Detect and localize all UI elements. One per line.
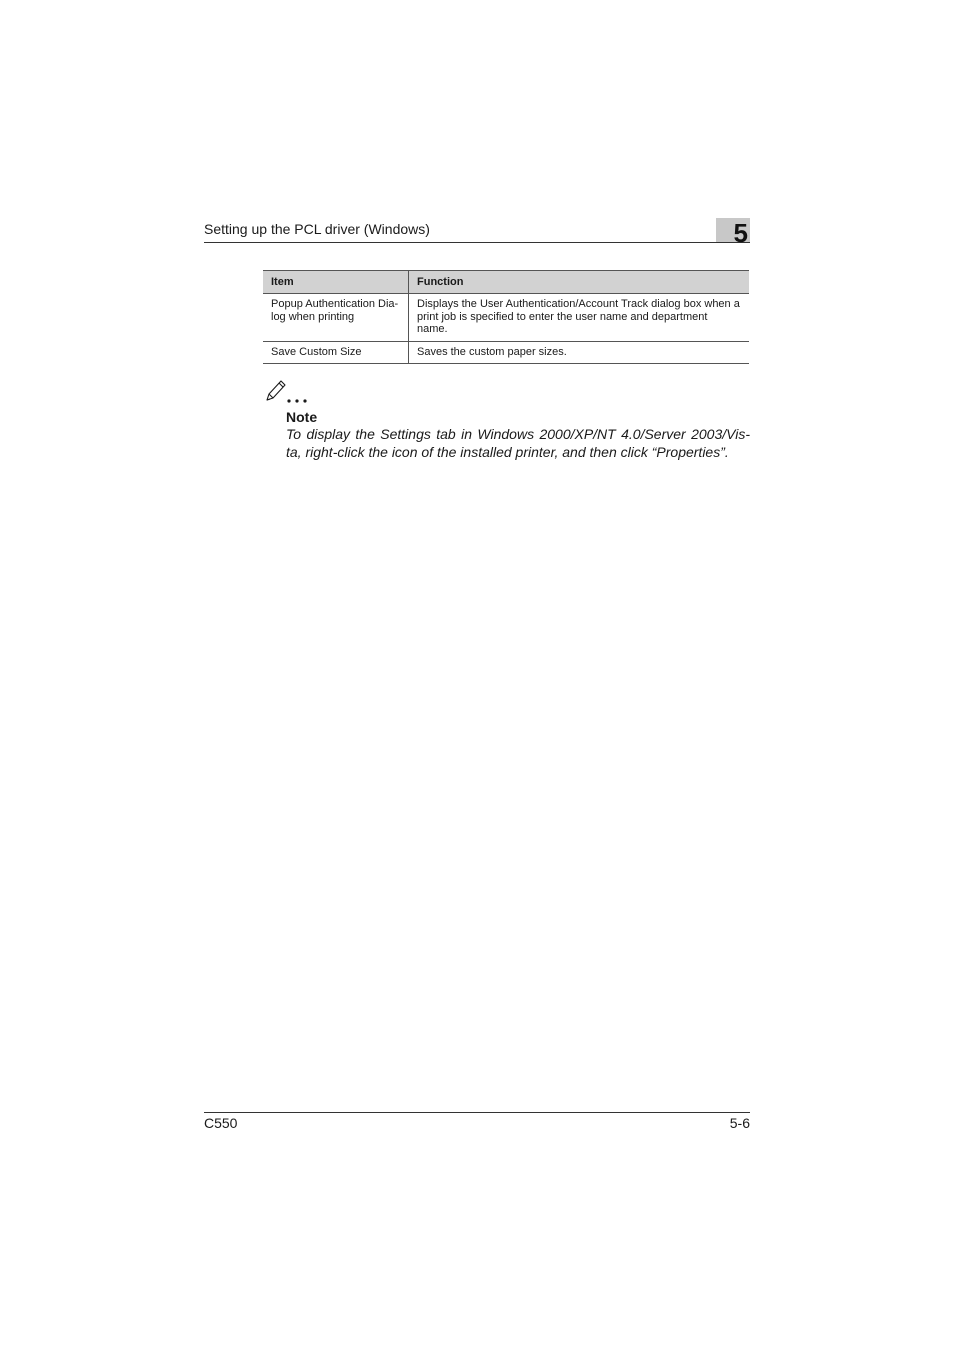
pencil-note-icon <box>263 377 313 405</box>
table-row <box>263 294 749 342</box>
function-table <box>263 270 749 364</box>
table-cell-function: Displays the User Authentication/Account Track dialog box when a print job is specified to enter the user name and department name. <box>409 294 750 342</box>
chapter-number: 5 <box>733 218 748 248</box>
footer-model: C550 <box>204 1115 238 1131</box>
note-text: To display the Settings tab in Windows 2000/XP/NT 4.0/Server 2003/Vis-ta, right-click the icon of the installed printer, and then click “Properties”. <box>286 426 750 460</box>
table-cell-item: Popup Authentication Dia- log when printing <box>263 294 409 342</box>
footer-divider <box>204 1112 750 1113</box>
section-title: Setting up the PCL driver (Windows) <box>204 221 430 237</box>
table-cell-function: Saves the custom paper sizes. <box>409 341 750 364</box>
column-header-item: Item <box>263 271 409 294</box>
table-header-row <box>263 271 749 294</box>
table-row <box>263 341 749 364</box>
note-label: Note <box>286 409 318 425</box>
column-header-function: Function <box>409 271 750 294</box>
table-cell-item: Save Custom Size <box>263 341 409 364</box>
header-divider <box>204 242 750 243</box>
page-number: 5-6 <box>729 1115 750 1131</box>
chapter-tab <box>716 218 750 248</box>
